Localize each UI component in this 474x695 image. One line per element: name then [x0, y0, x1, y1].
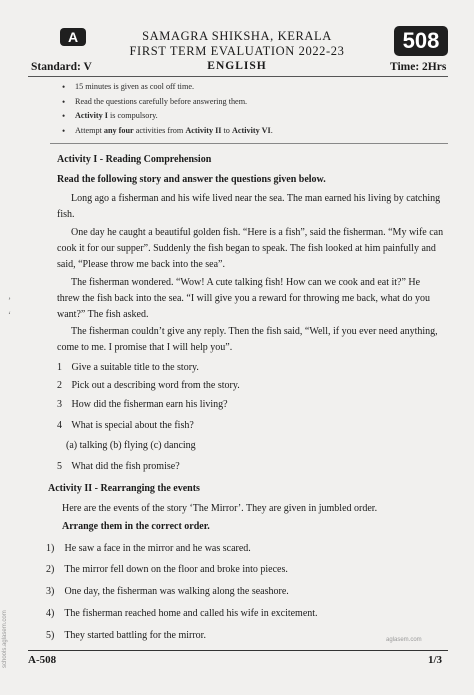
- instruction-text: is compulsory.: [107, 111, 158, 120]
- question-options: (a) talking (b) flying (c) dancing: [66, 440, 196, 451]
- jumbled-event: [46, 541, 251, 557]
- jumbled-event: [46, 606, 318, 622]
- event-number: 1): [46, 543, 55, 554]
- organization-title: SAMAGRA SHIKSHA, KERALA: [142, 29, 332, 43]
- footer-divider: [28, 650, 448, 651]
- question-item: [57, 459, 180, 475]
- side-watermark: schools.aglasem.com: [2, 610, 8, 668]
- question-item: [57, 360, 199, 376]
- question-number: 3: [57, 399, 62, 410]
- event-text: One day, the fisherman was walking along the seashore.: [64, 586, 289, 597]
- subject-label: ENGLISH: [207, 60, 267, 72]
- question-text: What did the fish promise?: [71, 461, 180, 472]
- margin-mark: ‘: [8, 310, 11, 320]
- jumbled-event: [46, 562, 288, 578]
- instruction-emphasis: any four: [103, 125, 134, 135]
- question-text: What is special about the fish?: [71, 420, 194, 431]
- activity-2-intro: Here are the events of the story ‘The Mirror’. They are given in jumbled order.: [62, 503, 378, 514]
- footer-code: A-508: [28, 654, 57, 666]
- page-number: 1/3: [428, 654, 443, 666]
- story-line: said, “Please throw me back into the sea”.: [57, 259, 225, 270]
- story-paragraph: [57, 191, 447, 223]
- story-line: fish.: [57, 209, 75, 220]
- activity-1-instruction: Read the following story and answer the questions given below.: [57, 174, 326, 185]
- story-paragraph: [57, 225, 447, 273]
- instruction-text: Attempt: [75, 125, 104, 135]
- story-line: come to me. I promise that I will help you”.: [57, 342, 233, 353]
- story-line: cook it for our supper”. Suddenly the fish began to speak. The fish looked at him painfully and: [57, 243, 436, 254]
- question-number: 1: [57, 362, 62, 373]
- story-line: One day he caught a beautiful golden fish. “Here is a fish”, said the fisherman. “My wife can: [71, 227, 444, 238]
- story-line: threw the fish back into the sea. “I will give you a reward for throwing me back, what do you: [57, 293, 430, 304]
- instruction-item: [62, 124, 462, 139]
- question-item: [57, 397, 228, 413]
- jumbled-event: [46, 628, 206, 644]
- question-number: 4: [57, 420, 62, 431]
- activity-2-title: Activity II - Rearranging the events: [48, 483, 200, 494]
- margin-mark: ’: [8, 296, 11, 306]
- event-text: The mirror fell down on the floor and broke into pieces.: [64, 564, 288, 575]
- instruction-text: Read the questions carefully before answering them.: [75, 96, 248, 106]
- instruction-item: [62, 80, 462, 95]
- event-text: They started battling for the mirror.: [64, 630, 206, 641]
- instruction-text: 15 minutes is given as cool off time.: [75, 82, 195, 91]
- instruction-emphasis: Activity II: [185, 125, 222, 135]
- event-text: The fisherman reached home and called his wife in excitement.: [64, 608, 318, 619]
- corner-watermark: aglasem.com: [386, 637, 422, 643]
- instruction-item: [62, 95, 462, 110]
- story-paragraph: [57, 275, 447, 323]
- event-number: 2): [46, 564, 55, 575]
- activity-2-instruction: Arrange them in the correct order.: [62, 521, 210, 532]
- story-line: want?” The fish asked.: [57, 309, 149, 320]
- event-text: He saw a face in the mirror and he was scared.: [64, 543, 251, 554]
- time-label: Time: 2Hrs: [390, 61, 447, 73]
- story-paragraph: [57, 324, 447, 356]
- header-divider: [28, 76, 448, 77]
- instruction-item: [62, 109, 462, 124]
- question-number: 5: [57, 461, 62, 472]
- standard-label: Standard: V: [31, 61, 92, 73]
- story-line: The fisherman wondered. “Wow! A cute talking fish! How can we cook and eat it?” He: [71, 277, 421, 288]
- event-number: 4): [46, 608, 55, 619]
- question-item: [57, 418, 194, 434]
- question-number: 2: [57, 380, 62, 391]
- question-text: How did the fisherman earn his living?: [71, 399, 228, 410]
- instruction-text: to: [221, 125, 232, 135]
- question-text: Pick out a describing word from the story.: [71, 380, 240, 391]
- instruction-emphasis: Activity VI: [231, 125, 271, 135]
- instructions-divider: [50, 143, 448, 144]
- question-item: [57, 378, 240, 394]
- exam-title: FIRST TERM EVALUATION 2022-23: [129, 44, 345, 58]
- question-text: Give a suitable title to the story.: [71, 362, 199, 373]
- instruction-emphasis: Activity I: [75, 111, 108, 120]
- jumbled-event: [46, 584, 289, 600]
- story-line: The fisherman couldn’t give any reply. Then the fish said, “Well, if you ever need anything,: [71, 326, 438, 337]
- event-number: 5): [46, 630, 55, 641]
- instruction-text: activities from: [133, 125, 186, 135]
- instruction-text: .: [270, 125, 273, 135]
- activity-1-title: Activity I - Reading Comprehension: [57, 154, 212, 165]
- event-number: 3): [46, 586, 55, 597]
- paper-code-box: 508: [394, 26, 448, 56]
- story-line: Long ago a fisherman and his wife lived near the sea. The man earned his living by catching: [71, 193, 441, 204]
- instructions-list: [62, 80, 462, 138]
- paper-set-badge: A: [60, 28, 86, 46]
